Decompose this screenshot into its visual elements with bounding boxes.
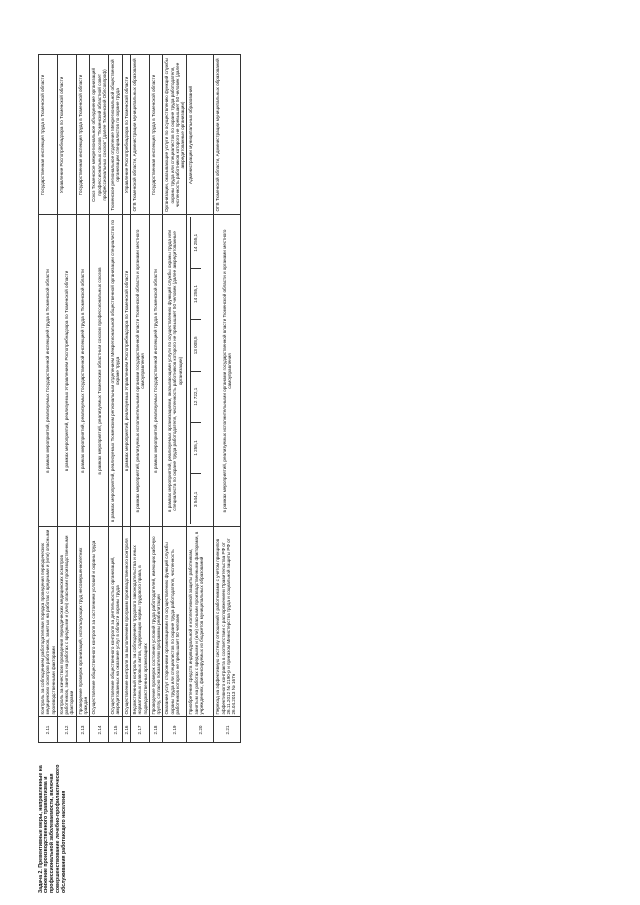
measure-name: Осуществление общественного контроля за состоянием условий и охраны труда [90,527,109,717]
row-number: 2.19 [163,717,187,743]
executor: Государственная инспекция труда в Тюменской области [149,55,163,215]
executor: Администрации муниципальных образований [187,55,214,215]
row-number: 2.18 [149,717,163,743]
row-number: 2.21 [214,717,241,743]
measure-name: Проведение проверок организаций, использующих труд несовершеннолетних граждан [76,527,90,717]
measure-name: Осуществление контроля за выполнением программ производственного контроля [122,527,130,717]
executor: Союз Тюменское межрегиональное объединение организаций профессиональных союзов "Тюменский областной совет профессиональных союзов" (далее Тюменский Облсовпроф) [90,55,109,215]
expected-result: в рамках мероприятий, реализуемых Тюменским региональным отделением Межрегиональной общественной организации специалистов по охране труда [109,215,123,527]
expected-result: в рамках мероприятий, реализуемых Тюменским областным союзом профессиональных союзов [90,215,109,527]
measure-name: Ведомственный контроль за соблюдением трудового законодательства и иных нормативных правовых актов, содержащих нормы трудового права, в подведомственных организациях [130,527,149,717]
executor: Тюменское региональное отделение Межрегиональной общественной организации специалистов по охране труда [109,55,123,215]
executor: Государственная инспекция труда в Тюменской области [39,55,58,215]
expected-result: в рамках мероприятий, реализуемых Государственной инспекцией труда в Тюменской области [149,215,163,527]
executor: Государственная инспекция труда в Тюменской области [76,55,90,215]
measure-name: Приобретение средств индивидуальной и коллективной защиты работникам, занятым на работах с вредными и (или) опасными производственными факторами, в учреждениях, финансируемых из бюджетов муниципальных образований [187,527,214,717]
measure-name: Переход на эффективную систему отношений с работниками с учетом принципов эффективного контракта в соответствии с распоряжением Правительства РФ от 26.11.2012 № 2190-р и приказом Министерства труда и социальной защиты РФ от 26.04.2013 № 167н [214,527,241,717]
executor: Управление Роспотребнадзора по Тюменской области [57,55,76,215]
program-measures-table [38,55,241,894]
expected-result: в рамках мероприятий, реализуемых Государственной инспекцией труда в Тюменской области [39,215,58,527]
row-number: 2.17 [130,717,149,743]
finance-value: 14 255,1 [191,268,200,319]
expected-result: в рамках мероприятий, реализуемых исполнительными органами государственной власти Тюменской области и органами местного самоуправления [214,215,241,527]
finance-value: 12 722,1 [191,371,200,422]
task-title: Задача 2. Превентивные меры, направленные на снижение производственного травматизма и профессиональной заболеваемости, включая совершенствование лечебно-профилактического обслуживания работающего населения [37,764,68,893]
row-number: 2.15 [109,717,123,743]
expected-result: в рамках мероприятий, реализуемых Государственной инспекцией труда в Тюменской области [76,215,90,527]
row-number: 2.13 [76,717,90,743]
measure-name: Осуществление общественного контроля за деятельностью организаций, аккредитованных на оказание услуг в области охраны труда [109,527,123,717]
measure-name: Оказание услуг сторонними организациями по осуществлению функций службы охраны труда или специалистов по охране труда работодателя, численность работников которого не превышает 50 человек [163,527,187,717]
executor: Управление Роспотребнадзора по Тюменской области [122,55,130,215]
row-number: 2.14 [90,717,109,743]
row-number: 2.16 [122,717,130,743]
finance-value: 3 544,1 [191,473,200,524]
measure-name: Контроль за соблюдением работодателями порядка проведения периодических медицинских осмотров работников, занятых на работах с вредными и (или) опасными производственными факторами [39,527,58,717]
table-row [39,55,58,893]
finance-values [190,218,200,525]
expected-result: в рамках мероприятий, реализуемых Управлением Роспотребнадзора по Тюменской области [57,215,76,527]
finance-value: 13 008,5 [191,319,200,370]
row-number: 2.12 [57,717,76,743]
row-number: 2.20 [187,717,214,743]
executor: Организации, оказывающие услуги по осуществлению функций службы охраны труда или специалистов по охране труда работодателя, численность работников которого не превышает 50 человек (далее аккредитованные организации) [163,55,187,215]
expected-result: в рамках мероприятий, реализуемых исполнительными органами государственной власти Тюменской области и органами местного самоуправления [130,215,149,527]
expected-result: в рамках мероприятий, реализуемых Управлением Роспотребнадзора по Тюменской области [122,215,130,527]
finance-cell [187,215,214,527]
measure-name: Контроль за качеством проведения периодических медицинских осмотров работников, занятых на работах с вредными и (или) опасными производственными факторами [57,527,76,717]
measure-name: Проведение проверок состояния условий труда работодателей, имеющих рабочую группу, согласно показателям программы реабилитации [149,527,163,717]
executor: ОГВ Тюменской области, Администрации муниципальных образований [214,55,241,215]
finance-value: 14 255,1 [193,233,199,252]
executor: ОГВ Тюменской области, Администрации муниципальных образований [130,55,149,215]
expected-result: в рамках мероприятий, реализуемых организациями, оказывающими услуги по осуществлению функций службы охраны труда или специалиста по охране труда работодателя, численность работников которого не превышает 50 человек (далее аккредитованные организации) [163,215,187,527]
row-number: 2.11 [39,717,58,743]
finance-value: 1 255,1 [191,422,200,473]
